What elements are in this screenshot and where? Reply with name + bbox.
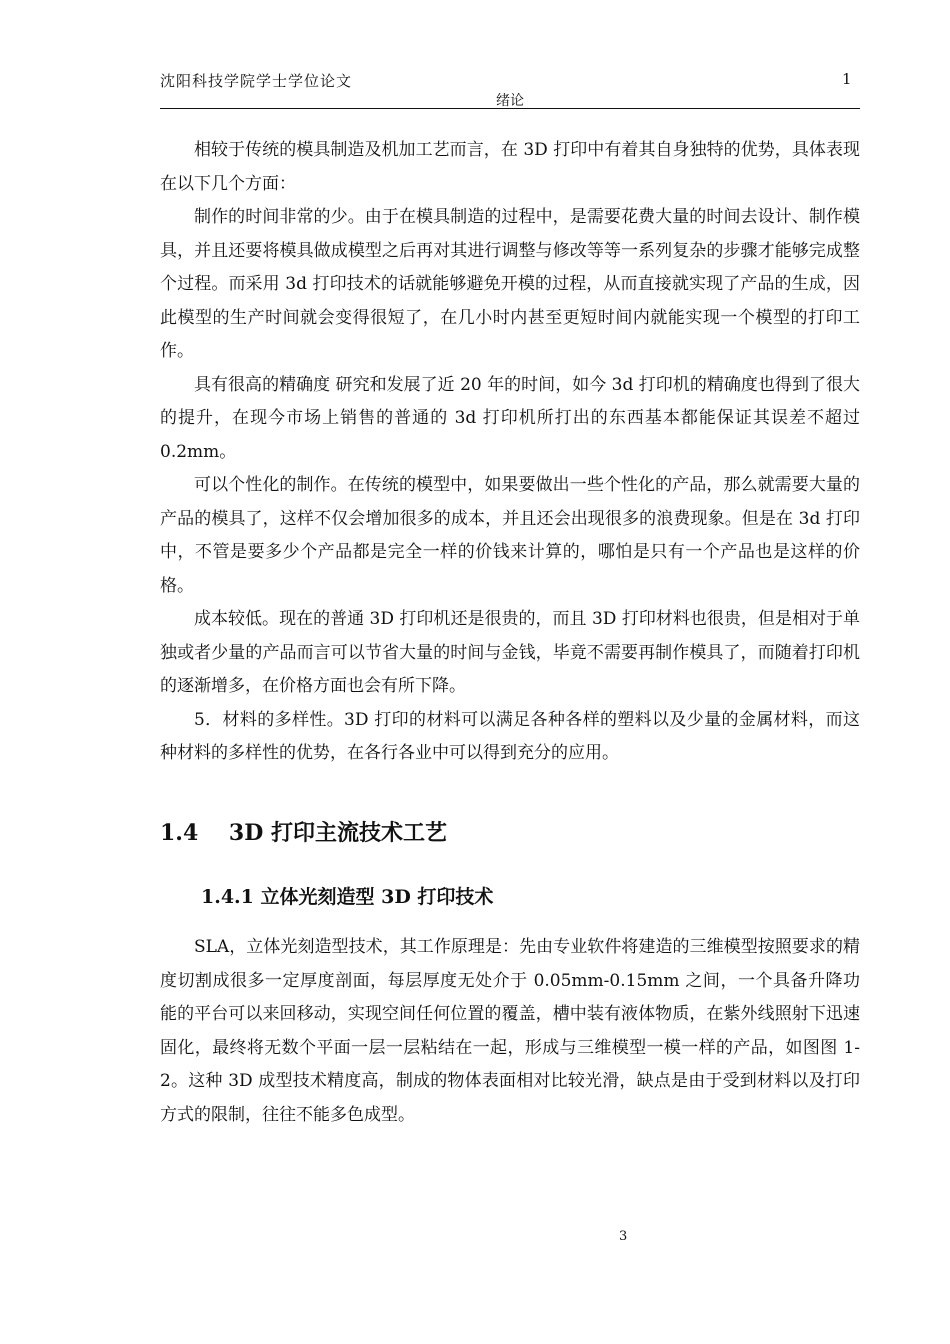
header-page-number: 1 <box>842 70 852 88</box>
paragraph-high-precision: 具有很高的精确度 研究和发展了近 20 年的时间，如今 3d 打印机的精确度也得到了很大的提升，在现今市场上销售的普通的 3d 打印机所打出的东西基本都能保证其误差不超过 0.2mm。 <box>160 374 860 462</box>
paragraph-short-production-time: 制作的时间非常的少。由于在模具制造的过程中，是需要花费大量的时间去设计、制作模具，并且还要将模具做成模型之后再对其进行调整与修改等等一系列复杂的步骤才能够完成整个过程。而采用 3d 打印技术的话就能够避免开模的过程，从而直接就实现了产品的生成，因此模型的生产时间就会变得很短了，在几小时内甚至更短时间内就能实现一个模型的打印工作。 <box>160 207 860 361</box>
section-heading: 1.4 3D 打印主流技术工艺 <box>160 820 447 846</box>
header-university: 沈阳科技学院学士学位论文 <box>160 72 353 90</box>
paragraph-sla-description: SLA，立体光刻造型技术，其工作原理是：先由专业软件将建造的三维模型按照要求的精度切割成很多一定厚度剖面，每层厚度无处介于 0.05mm-0.15mm 之间，一个具备升降功能的平台可以来回移动，实现空间任何位置的覆盖，槽中装有液体物质，在紫外线照射下迅速固化，最终将无数个平面一层一层粘结在一起，形成与三维模型一模一样的产品，如图图 1-2。这种 3D 成型技术精度高，制成的物体表面相对比较光滑，缺点是由于受到材料以及打印方式的限制，往往不能多色成型。 <box>160 937 860 1125</box>
paragraph-material-diversity: 5．材料的多样性。3D 打印的材料可以满足各种各样的塑料以及少量的金属材料，而这种材料的多样性的优势，在各行各业中可以得到充分的应用。 <box>160 709 860 763</box>
footer-page-number: 3 <box>619 1229 628 1244</box>
body-text-block-1 <box>160 134 860 771</box>
paragraph-personalization: 可以个性化的制作。在传统的模型中，如果要做出一些个性化的产品，那么就需要大量的产品的模具了，这样不仅会增加很多的成本，并且还会出现很多的浪费现象。但是在 3d 打印中，不管是要多少个产品都是完全一样的价钱来计算的，哪怕是只有一个产品也是这样的价格。 <box>160 475 860 596</box>
paragraph-advantages-intro: 相较于传统的模具制造及机加工艺而言，在 3D 打印中有着其自身独特的优势，具体表现在以下几个方面： <box>160 140 860 194</box>
footer-page-number-row <box>0 1229 950 1244</box>
header-chapter-title: 绪论 <box>496 93 524 109</box>
subsection-heading: 1.4.1 立体光刻造型 3D 打印技术 <box>201 886 494 908</box>
body-text-block-2 <box>160 931 860 1132</box>
paragraph-low-cost: 成本较低。现在的普通 3D 打印机还是很贵的，而且 3D 打印材料也很贵，但是相对于单独或者少量的产品而言可以节省大量的时间与金钱，毕竟不需要再制作模具了，而随着打印机的逐渐增多，在价格方面也会有所下降。 <box>160 609 860 696</box>
header-divider <box>160 108 860 109</box>
